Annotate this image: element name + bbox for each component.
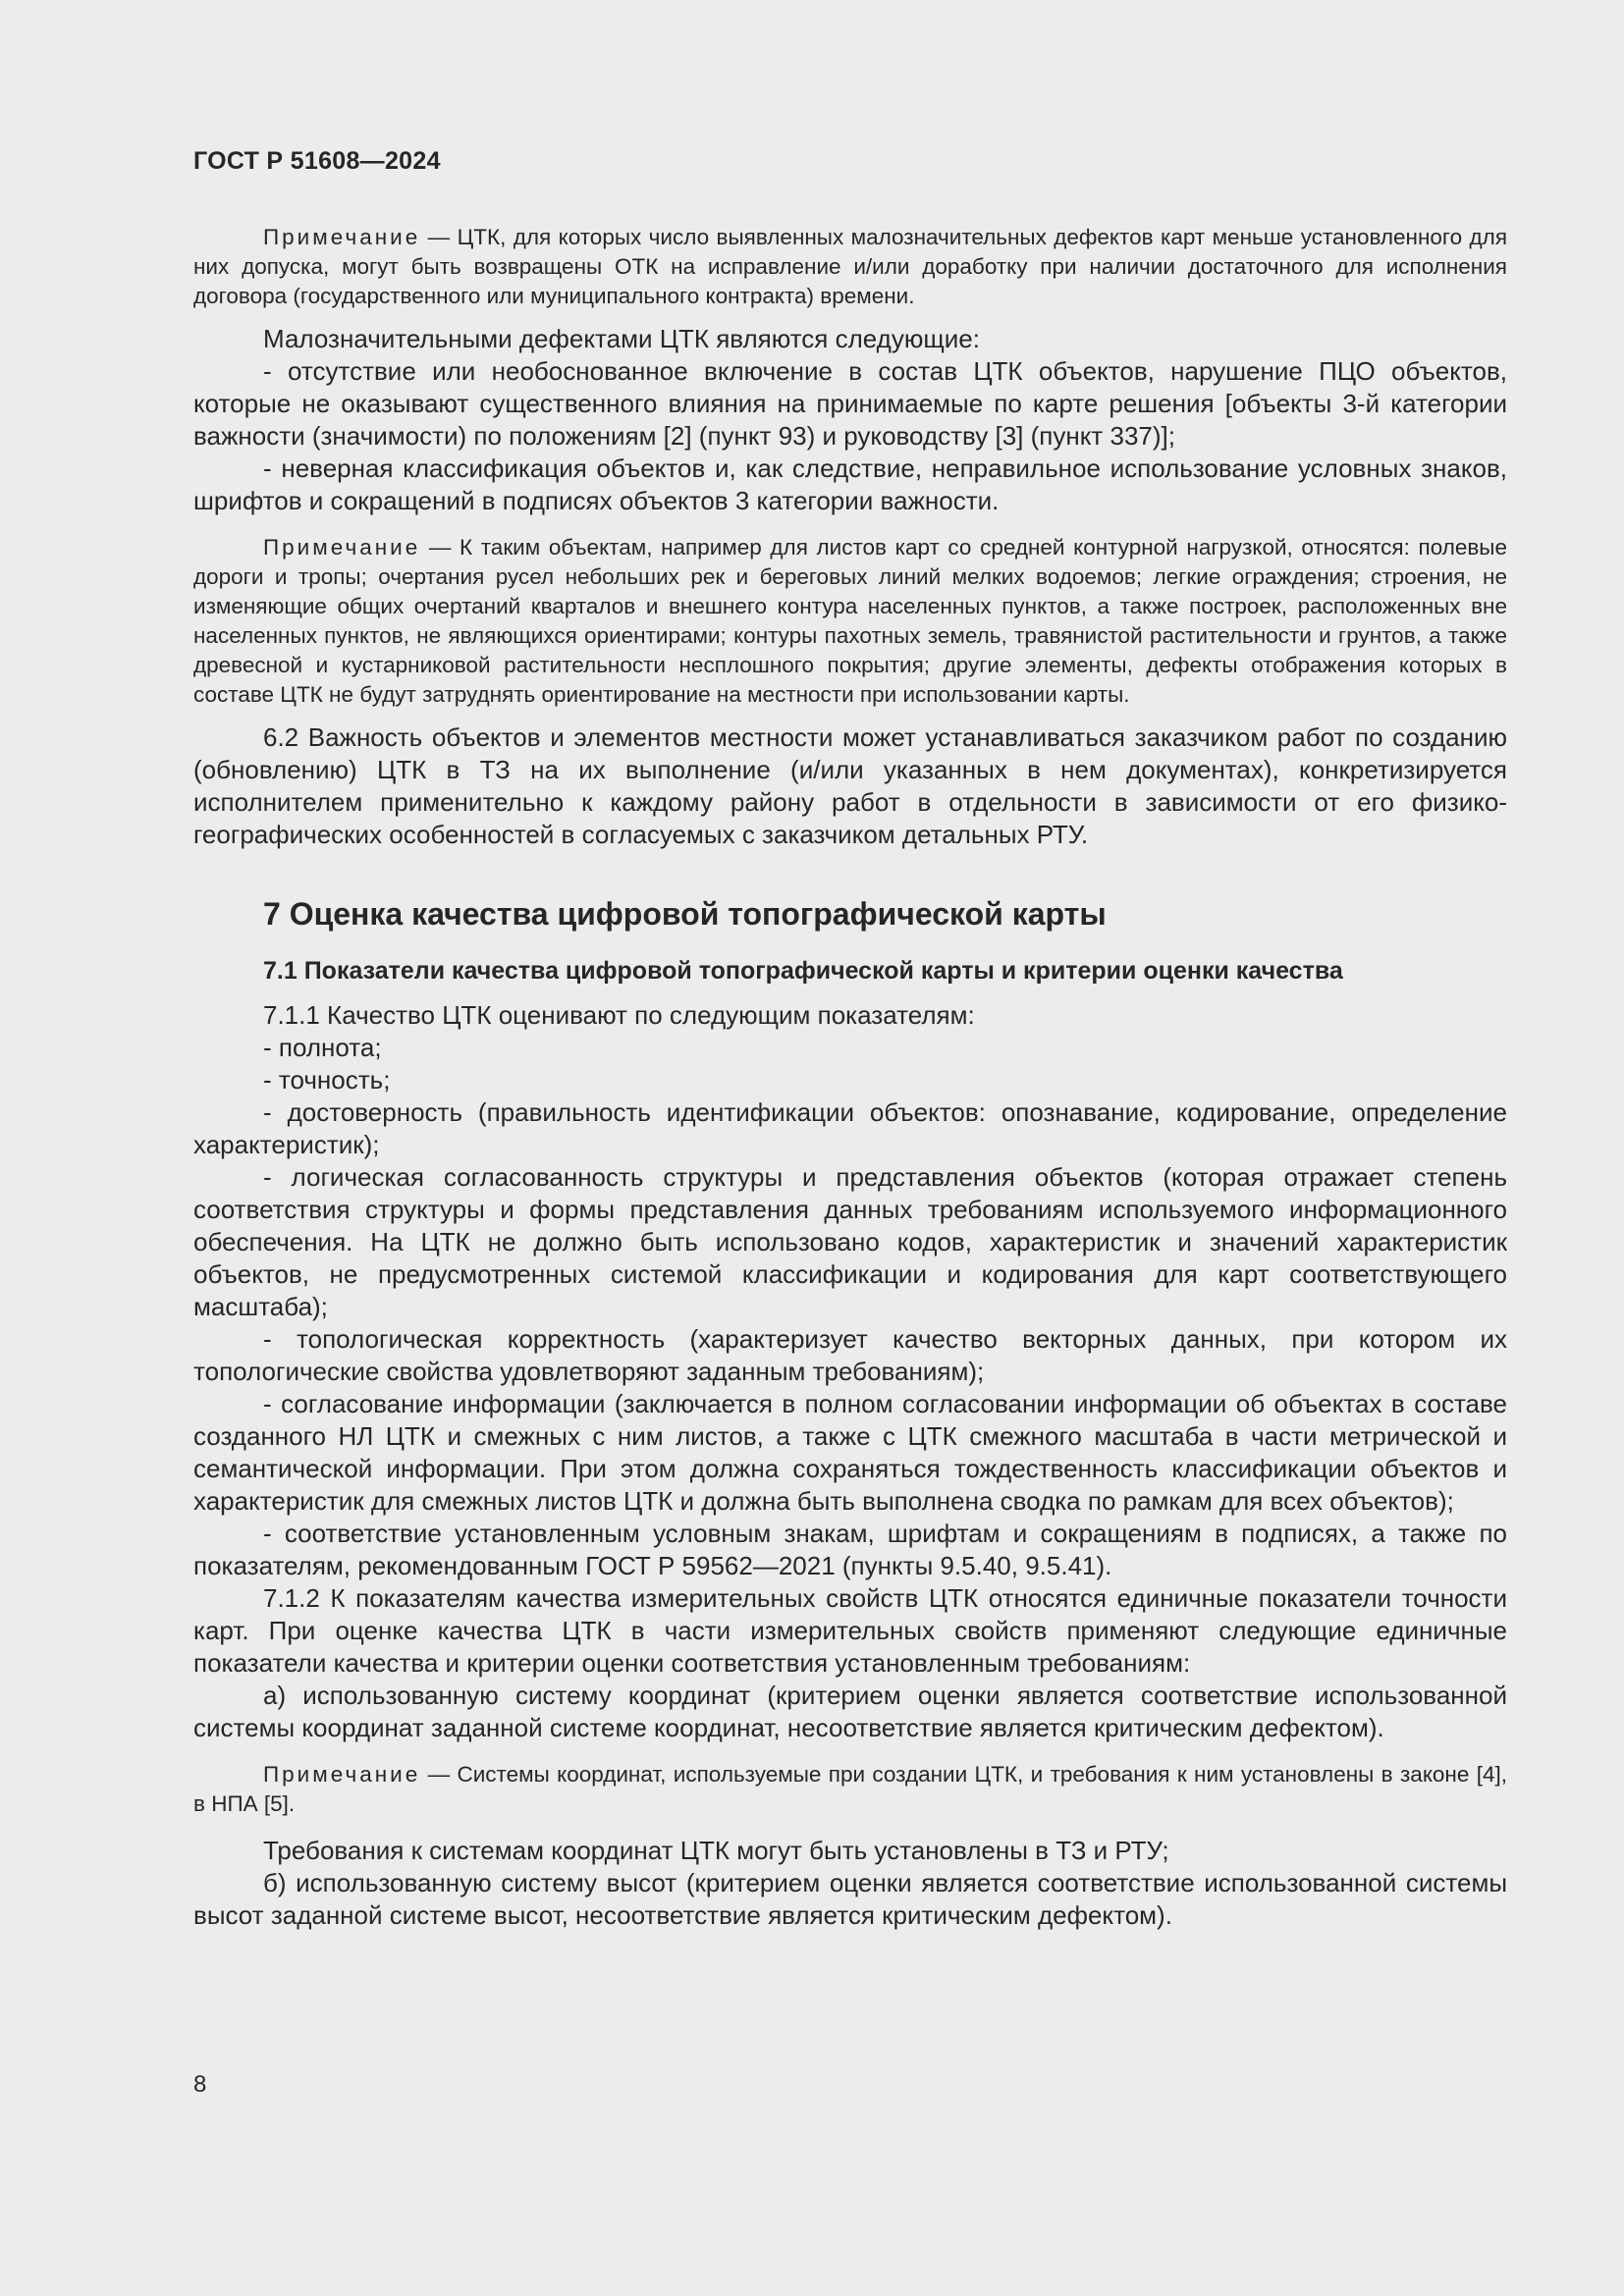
coordinate-requirements: Требования к системам координат ЦТК могут быть установлены в ТЗ и РТУ; bbox=[263, 1836, 1169, 1865]
minor-defects-intro: Малозначительными дефектами ЦТК являются следующие: bbox=[263, 324, 980, 353]
list-item: - логическая согласованность структуры и представления объектов (которая отражает степень соответствия структуры и формы представления данных требованиям используемого информационного обеспечения. На ЦТК не должно быть использовано кодов, характеристик и значений характеристик объектов, не предусмотренных системой классификации и кодирования для карт соответствующего масштаба); bbox=[193, 1162, 1507, 1321]
note-label: Примечание bbox=[263, 1762, 421, 1787]
section-7-heading: 7 Оценка качества цифровой топографической карты bbox=[263, 896, 1107, 932]
list-item: - согласование информации (заключается в полном согласовании информации об объектах в составе созданного НЛ ЦТК и смежных с ним листов, а также с ЦТК смежного масштаба в части метрической и семантической информации. При этом должна сохраняться тождественность классификации объектов и характеристик для смежных листов ЦТК и должна быть выполнена сводка по рамкам для всех объектов); bbox=[193, 1389, 1507, 1516]
paragraph-7-1-2: 7.1.2 К показателям качества измерительных свойств ЦТК относятся единичные показатели точности карт. При оценке качества ЦТК в части измерительных свойств применяют следующие единичные показатели качества и критерии оценки соответствия установленным требованиям: bbox=[193, 1583, 1507, 1678]
paragraph-6-2: 6.2 Важность объектов и элементов местности может устанавливаться заказчиком работ по созданию (обновлению) ЦТК в ТЗ на их выполнение (и/или указанных в нем документах), конкретизируется исполнителем применительно к каждому району работ в отдельности в зависимости от его физико-географических особенностей в согласуемых с заказчиком детальных РТУ. bbox=[193, 722, 1507, 849]
list-item: - топологическая корректность (характеризует качество векторных данных, при котором их топологические свойства удовлетворяют заданным требованиям); bbox=[193, 1324, 1507, 1386]
list-item: - достоверность (правильность идентификации объектов: опознавание, кодирование, определение характеристик); bbox=[193, 1097, 1507, 1159]
note-2 bbox=[193, 533, 1507, 710]
document-code-header: ГОСТ Р 51608—2024 bbox=[193, 147, 441, 175]
minor-defect-item: - отсутствие или необоснованное включение в состав ЦТК объектов, нарушение ПЦО объектов, которые не оказывают существенного влияния на принимаемые по карте решения [объекты 3-й категории важности (значимости) по положениям [2] (пункт 93) и руководству [3] (пункт 337)]; bbox=[193, 356, 1507, 451]
note-text: — Системы координат, используемые при создании ЦТК, и требования к ним установлены в законе [4], в НПА [5]. bbox=[193, 1762, 1507, 1816]
note-1 bbox=[193, 223, 1507, 311]
list-item-a: а) использованную систему координат (критерием оценки является соответствие использованной системы координат заданной системе координат, несоответствие является критическим дефектом). bbox=[193, 1681, 1507, 1742]
note-label: Примечание bbox=[263, 225, 421, 249]
note-text: — К таким объектам, например для листов карт со средней контурной нагрузкой, относятся: полевые дороги и тропы; очертания русел небольших рек и береговых линий мелких водоемов; легкие ограждения; строения, не изменяющие общих очертаний кварталов и внешнего контура населенных пунктов, а также построек, расположенных вне населенных пунктов, не являющихся ориентирами; контуры пахотных земель, травянистой растительности и грунтов, а также древесной и кустарниковой растительности несплошного покрытия; другие элементы, дефекты отображения которых в составе ЦТК не будут затруднять ориентирование на местности при использовании карты. bbox=[193, 535, 1507, 707]
page-content bbox=[193, 223, 1507, 1932]
list-item-b: б) использованную систему высот (критерием оценки является соответствие использованной системы высот заданной системе высот, несоответствие является критическим дефектом). bbox=[193, 1868, 1507, 1930]
subsection-7-1-heading: 7.1 Показатели качества цифровой топографической карты и критерии оценки качества bbox=[263, 957, 1343, 985]
list-item: - точность; bbox=[263, 1065, 391, 1095]
note-3 bbox=[193, 1760, 1507, 1819]
note-text: — ЦТК, для которых число выявленных малозначительных дефектов карт меньше установленного для них допуска, могут быть возвращены ОТК на исправление и/или доработку при наличии достаточного для исполнения договора (государственного или муниципального контракта) времени. bbox=[193, 225, 1507, 308]
list-item: - соответствие установленным условным знакам, шрифтам и сокращениям в подписях, а также по показателям, рекомендованным ГОСТ Р 59562—2021 (пункты 9.5.40, 9.5.41). bbox=[193, 1519, 1507, 1580]
paragraph-7-1-1: 7.1.1 Качество ЦТК оценивают по следующим показателям: bbox=[263, 1000, 975, 1030]
page-number: 8 bbox=[193, 2071, 207, 2098]
list-item: - полнота; bbox=[263, 1033, 382, 1062]
note-label: Примечание bbox=[263, 535, 421, 560]
minor-defect-item: - неверная классификация объектов и, как следствие, неправильное использование условных знаков, шрифтов и сокращений в подписях объектов 3 категории важности. bbox=[193, 454, 1507, 515]
